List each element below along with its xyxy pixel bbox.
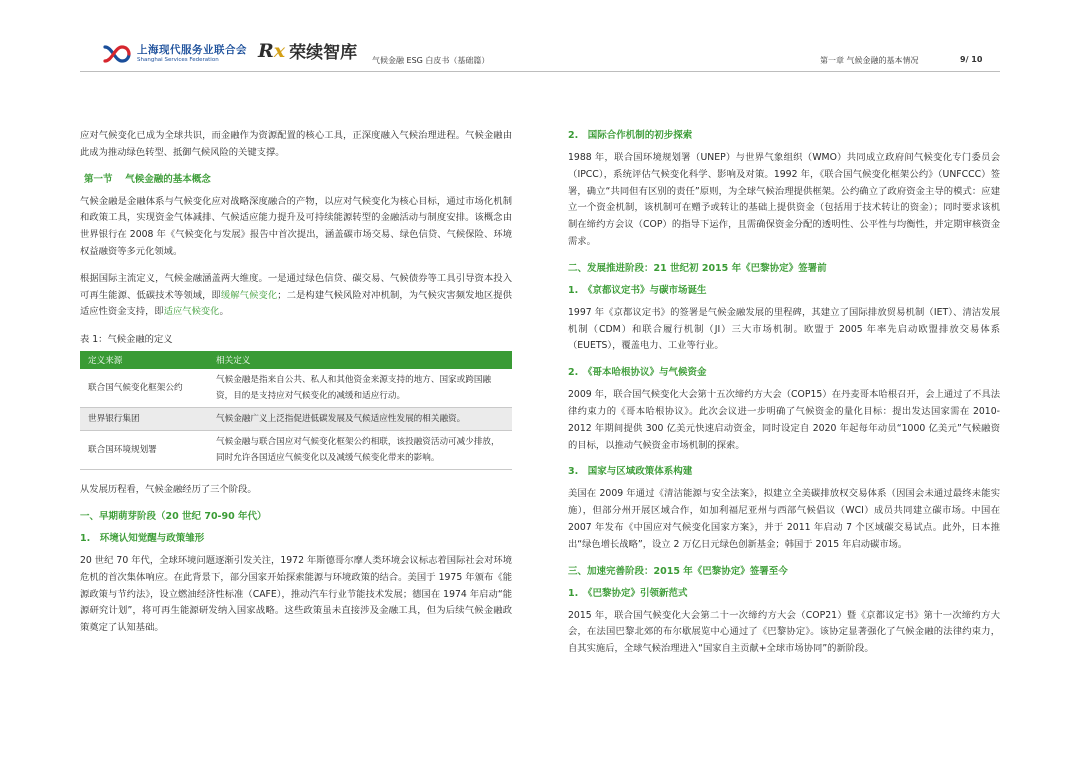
rx-logo-r: R <box>258 39 274 62</box>
policy-subheading: 3. 国家与区域政策体系构建 <box>568 466 693 478</box>
chapter-title: 第一章 气候金融的基本情况 <box>820 56 919 65</box>
section-heading: 第一节 气候金融的基本概念 <box>84 173 211 185</box>
table-header-row <box>80 351 512 369</box>
cooperation-paragraph: 1988 年，联合国环境规划署（UNEP）与世界气象组织（WMO）共同成立政府间气候变化专门委员会（IPCC），系统评估气候变化科学、影响及对策。1992 年，《联合国气候变化框架公约》（UNFCCC）签署，确立“共同但有区别的责任”原则，为全球气候治理提供框架。公约确立了政府资金主导的模式：应建立一个资金机制，该机制可在赠予或转让的基础上提供资金（包括用于技术转让的资金）；同时要求该机制在缔约方会议（COP）的指导下运作，且需确保资金分配的透明性、公平性与均衡性，并定期审核资金需求。 <box>568 152 1000 247</box>
policy-paragraph: 美国在 2009 年通过《清洁能源与安全法案》，拟建立全美碳排放权交易体系（因国会未通过最终未能实施），但部分州开展区域合作，如加利福尼亚州与西部气候倡议（WCI）成员共同建立碳市场。中国在 2007 年发布《中国应对气候变化国家方案》，并于 2011 年启动 7 个区域碳交易试点。此外，日本推出“绿色增长战略”，设立 2 万亿日元绿色创新基金；韩国于 2015 年启动碳市场。 <box>568 488 1000 550</box>
document-title: 气候金融 ESG 白皮书（基础篇） <box>372 56 490 65</box>
table-header-source: 定义来源 <box>80 351 208 369</box>
definition-paragraph: 气候金融是金融体系与气候变化应对战略深度融合的产物，以应对气候变化为核心目标，通过市场化机制和政策工具，实现资金气体减排、气候适应能力提升及可持续能源转型的金融活动与制度安排。该概念由世界银行在 2008 年《气候变化与发展》报告中首次提出，涵盖碳市场交易、绿色信贷、气候保险、环境权益融资等多元化领域。 <box>80 195 512 257</box>
stage1-subheading: 1. 环境认知觉醒与政策雏形 <box>80 532 205 544</box>
ssf-logo-en: Shanghai Services Federation <box>137 56 219 63</box>
cooperation-subheading: 2. 国际合作机制的初步探索 <box>568 130 693 141</box>
table-row <box>80 408 512 431</box>
table-cell-definition: 气候金融广义上泛指促进低碳发展及气候适应性发展的相关融资。 <box>208 408 512 431</box>
table-cell-definition: 气候金融是指来自公共、私人和其他资金来源支持的地方、国家或跨国融资，目的是支持应对气候变化的减缓和适应行动。 <box>208 369 512 408</box>
table-row <box>80 369 512 408</box>
ssf-logo <box>103 40 253 68</box>
kyoto-paragraph: 1997 年《京都议定书》的签署是气候金融发展的里程碑，其建立了国际排放贸易机制（IET）、清洁发展机制（CDM）和联合履行机制（JI）三大市场机制。欧盟于 2005 年率先启动欧盟排放交易体系（EUETS），覆盖电力、工业等行业。 <box>568 306 1000 352</box>
adaptation-highlight: 适应气候变化 <box>163 306 220 318</box>
paris-subheading: 1. 《巴黎协定》引领新范式 <box>568 587 688 599</box>
paris-paragraph: 2015 年，联合国气候变化大会第二十一次缔约方大会（COP21）暨《京都议定书》第十一次缔约方大会，在法国巴黎北郊的布尔歇展览中心通过了《巴黎协定》。该协定显著强化了气候金融的法律约束力，自其实施后，全球气候治理进入“国家自主贡献+全球市场协同”的新阶段。 <box>568 609 1000 655</box>
copenhagen-paragraph: 2009 年，联合国气候变化大会第十五次缔约方大会（COP15）在丹麦哥本哈根召开，会上通过了不具法律约束力的《哥本哈根协议》。此次会议进一步明确了气候资金的量化目标：提出发达国家需在 2010-2012 年期间提供 300 亿美元快速启动资金，同时设定自 2020 年起每年动员“1000 亿美元”气候融资的目标，以推动气候资金市场机制的探索。 <box>568 389 1000 451</box>
header-divider <box>80 71 1000 72</box>
table-header-definition: 相关定义 <box>208 351 512 369</box>
stages-intro: 从发展历程看，气候金融经历了三个阶段。 <box>80 484 257 496</box>
rongxu-logo-cn: 荣续智库 <box>289 43 358 63</box>
ssf-logo-icon <box>103 43 131 65</box>
page-header <box>0 0 1080 90</box>
rx-logo-x: x <box>273 39 286 62</box>
table-cell-source: 联合国环境规划署 <box>80 431 208 470</box>
stage1-heading: 一、早期萌芽阶段（20 世纪 70-90 年代） <box>80 510 267 522</box>
dimensions-text-3: 。 <box>219 306 229 318</box>
copenhagen-subheading: 2. 《哥本哈根协议》与气候资金 <box>568 367 707 379</box>
dimensions-text-2: ；二是构建气候风险对冲机制，为气候灾害频发地区提供适应性资金支持，即 <box>80 289 512 318</box>
stage1-paragraph: 20 世纪 70 年代，全球环境问题逐渐引发关注，1972 年斯德哥尔摩人类环境会议标志着国际社会对环境危机的首次集体响应。在此背景下，部分国家开始探索能源与环境政策的结合。美国于 1975 年颁布《能源政策与节约法》，设立燃油经济性标准（CAFE），推动汽车行业节能技术发展；德国在 1974 年启动“能源研究计划”，将可再生能源研发纳入国家战略。这些政策虽未直接涉及金融工具，但为后续气候金融政策奠定了认知基础。 <box>80 554 512 634</box>
mitigation-highlight: 缓解气候变化 <box>220 289 278 301</box>
dimensions-paragraph <box>80 271 512 321</box>
kyoto-subheading: 1. 《京都议定书》与碳市场诞生 <box>568 284 707 296</box>
stage2-heading: 二、发展推进阶段：21 世纪初 2015 年《巴黎协定》签署前 <box>568 262 827 274</box>
dimensions-text-1: 根据国际主流定义，气候金融涵盖两大维度。一是通过绿色信贷、碳交易、气候债券等工具引导资本投入可再生能源、低碳技术等领域，即 <box>80 272 512 301</box>
rx-logo-icon <box>258 40 285 62</box>
intro-paragraph: 应对气候变化已成为全球共识，而金融作为资源配置的核心工具，正深度融入气候治理进程。气候金融由此成为推动绿色转型、抵御气候风险的关键支撑。 <box>80 130 512 158</box>
table-cell-source: 联合国气候变化框架公约 <box>80 369 208 408</box>
definition-table <box>80 351 512 470</box>
right-column <box>568 128 1000 668</box>
table-cell-source: 世界银行集团 <box>80 408 208 431</box>
table-row <box>80 431 512 470</box>
page-number: 9/ 10 <box>960 55 983 64</box>
ssf-logo-cn: 上海现代服务业联合会 <box>137 44 247 56</box>
table-caption: 表 1：气候金融的定义 <box>80 334 173 346</box>
rongxu-logo <box>258 38 357 63</box>
left-column <box>80 128 512 647</box>
stage3-heading: 三、加速完善阶段：2015 年《巴黎协定》签署至今 <box>568 565 788 577</box>
table-cell-definition: 气候金融与联合国应对气候变化框架公约相联，该投融资活动可减少排放，同时允许各国适应气候变化以及减缓气候变化带来的影响。 <box>208 431 512 470</box>
